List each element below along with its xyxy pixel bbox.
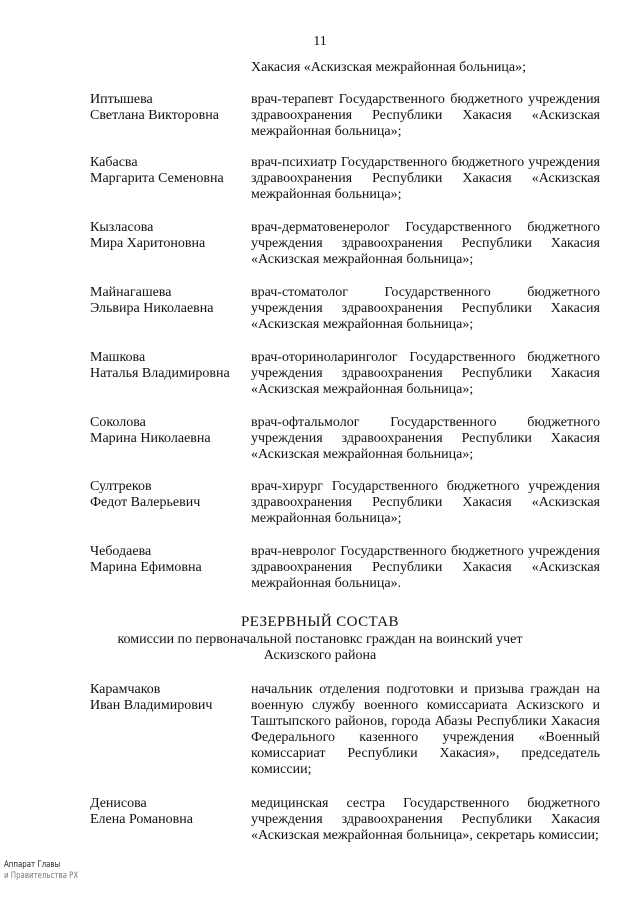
member-given-name: Марина Николаевна bbox=[90, 431, 211, 446]
member-role: врач-офтальмолог Государственного бюджетного учреждения здравоохранения Республики Хакасия «Аскизская межрайонная больница»; bbox=[251, 415, 600, 462]
continuation-text: Хакасия «Аскизская межрайонная больница»; bbox=[251, 60, 527, 75]
member-name bbox=[90, 479, 248, 511]
member-role: начальник отделения подготовки и призыва граждан на военную службу военного комиссариата Аскизского и Таштыпского районов, города Абазы Республики Хакасия Федерального казенного учреждения «Военный комиссариат Республики Хакасия», председатель комиссии; bbox=[251, 682, 600, 777]
member-given-name: Иван Владимирович bbox=[90, 698, 213, 713]
member-role: медицинская сестра Государственного бюджетного учреждения здравоохранения Республики Хакасия «Аскизская межрайонная больница», секретарь комиссии; bbox=[251, 796, 600, 843]
member-role: врач-хирург Государственного бюджетного учреждения здравоохранения Республики Хакасия «Аскизская межрайонная больница»; bbox=[251, 479, 600, 526]
member-given-name: Маргарита Семеновна bbox=[90, 171, 224, 186]
reserve-subheading-line: комиссии по первоначальной постановкс граждан на воинский учет bbox=[117, 632, 523, 647]
member-role: врач-оториноларинголог Государственного бюджетного учреждения здравоохранения Республики Хакасия «Аскизская межрайонная больница»; bbox=[251, 350, 600, 397]
member-name bbox=[90, 350, 248, 382]
member-surname: Денисова bbox=[90, 796, 147, 811]
member-role: врач-дерматовенеролог Государственного бюджетного учреждения здравоохранения Республики Хакасия «Аскизская межрайонная больница»; bbox=[251, 220, 600, 267]
member-given-name: Мира Харитоновна bbox=[90, 236, 206, 251]
member-role: врач-психиатр Государственного бюджетного учреждения здравоохранения Республики Хакасия «Аскизская межрайонная больница»; bbox=[251, 155, 600, 202]
member-given-name: Федот Валерьевич bbox=[90, 495, 201, 510]
member-role: врач-невролог Государственного бюджетного учреждения здравоохранения Республики Хакасия «Аскизская межрайонная больница». bbox=[251, 544, 600, 591]
member-given-name: Эльвира Николаевна bbox=[90, 301, 214, 316]
member-name bbox=[90, 285, 248, 317]
member-surname: Султреков bbox=[90, 479, 152, 494]
member-role: врач-стоматолог Государственного бюджетного учреждения здравоохранения Республики Хакасия «Аскизская межрайонная больница»; bbox=[251, 285, 600, 332]
member-name bbox=[90, 544, 248, 576]
page-number: 11 bbox=[313, 34, 327, 49]
member-surname: Карамчаков bbox=[90, 682, 161, 697]
member-surname: Соколова bbox=[90, 415, 146, 430]
member-surname: Иптышева bbox=[90, 92, 153, 107]
member-surname: Кызласова bbox=[90, 220, 154, 235]
reserve-heading: РЕЗЕРВНЫЙ СОСТАВ bbox=[241, 614, 399, 630]
member-given-name: Наталья Владимировна bbox=[90, 366, 230, 381]
member-name bbox=[90, 796, 248, 828]
member-given-name: Светлана Викторовна bbox=[90, 108, 219, 123]
office-stamp bbox=[4, 860, 78, 882]
member-surname: Машкова bbox=[90, 350, 146, 365]
member-name bbox=[90, 682, 248, 714]
member-name bbox=[90, 92, 248, 124]
member-given-name: Марина Ефимовна bbox=[90, 560, 202, 575]
member-surname: Кабасва bbox=[90, 155, 138, 170]
stamp-line: Аппарат Главы bbox=[4, 860, 61, 870]
member-surname: Майнагашева bbox=[90, 285, 172, 300]
member-role: врач-терапевт Государственного бюджетного учреждения здравоохранения Республики Хакасия «Аскизская межрайонная больница»; bbox=[251, 92, 600, 139]
member-surname: Чебодаева bbox=[90, 544, 152, 559]
stamp-line: и Правительства РХ bbox=[4, 871, 79, 881]
member-given-name: Елена Романовна bbox=[90, 812, 193, 827]
member-name bbox=[90, 220, 248, 252]
reserve-subheading-line: Аскизского района bbox=[263, 648, 377, 663]
member-name bbox=[90, 415, 248, 447]
member-name bbox=[90, 155, 248, 187]
reserve-subheading bbox=[0, 632, 640, 664]
